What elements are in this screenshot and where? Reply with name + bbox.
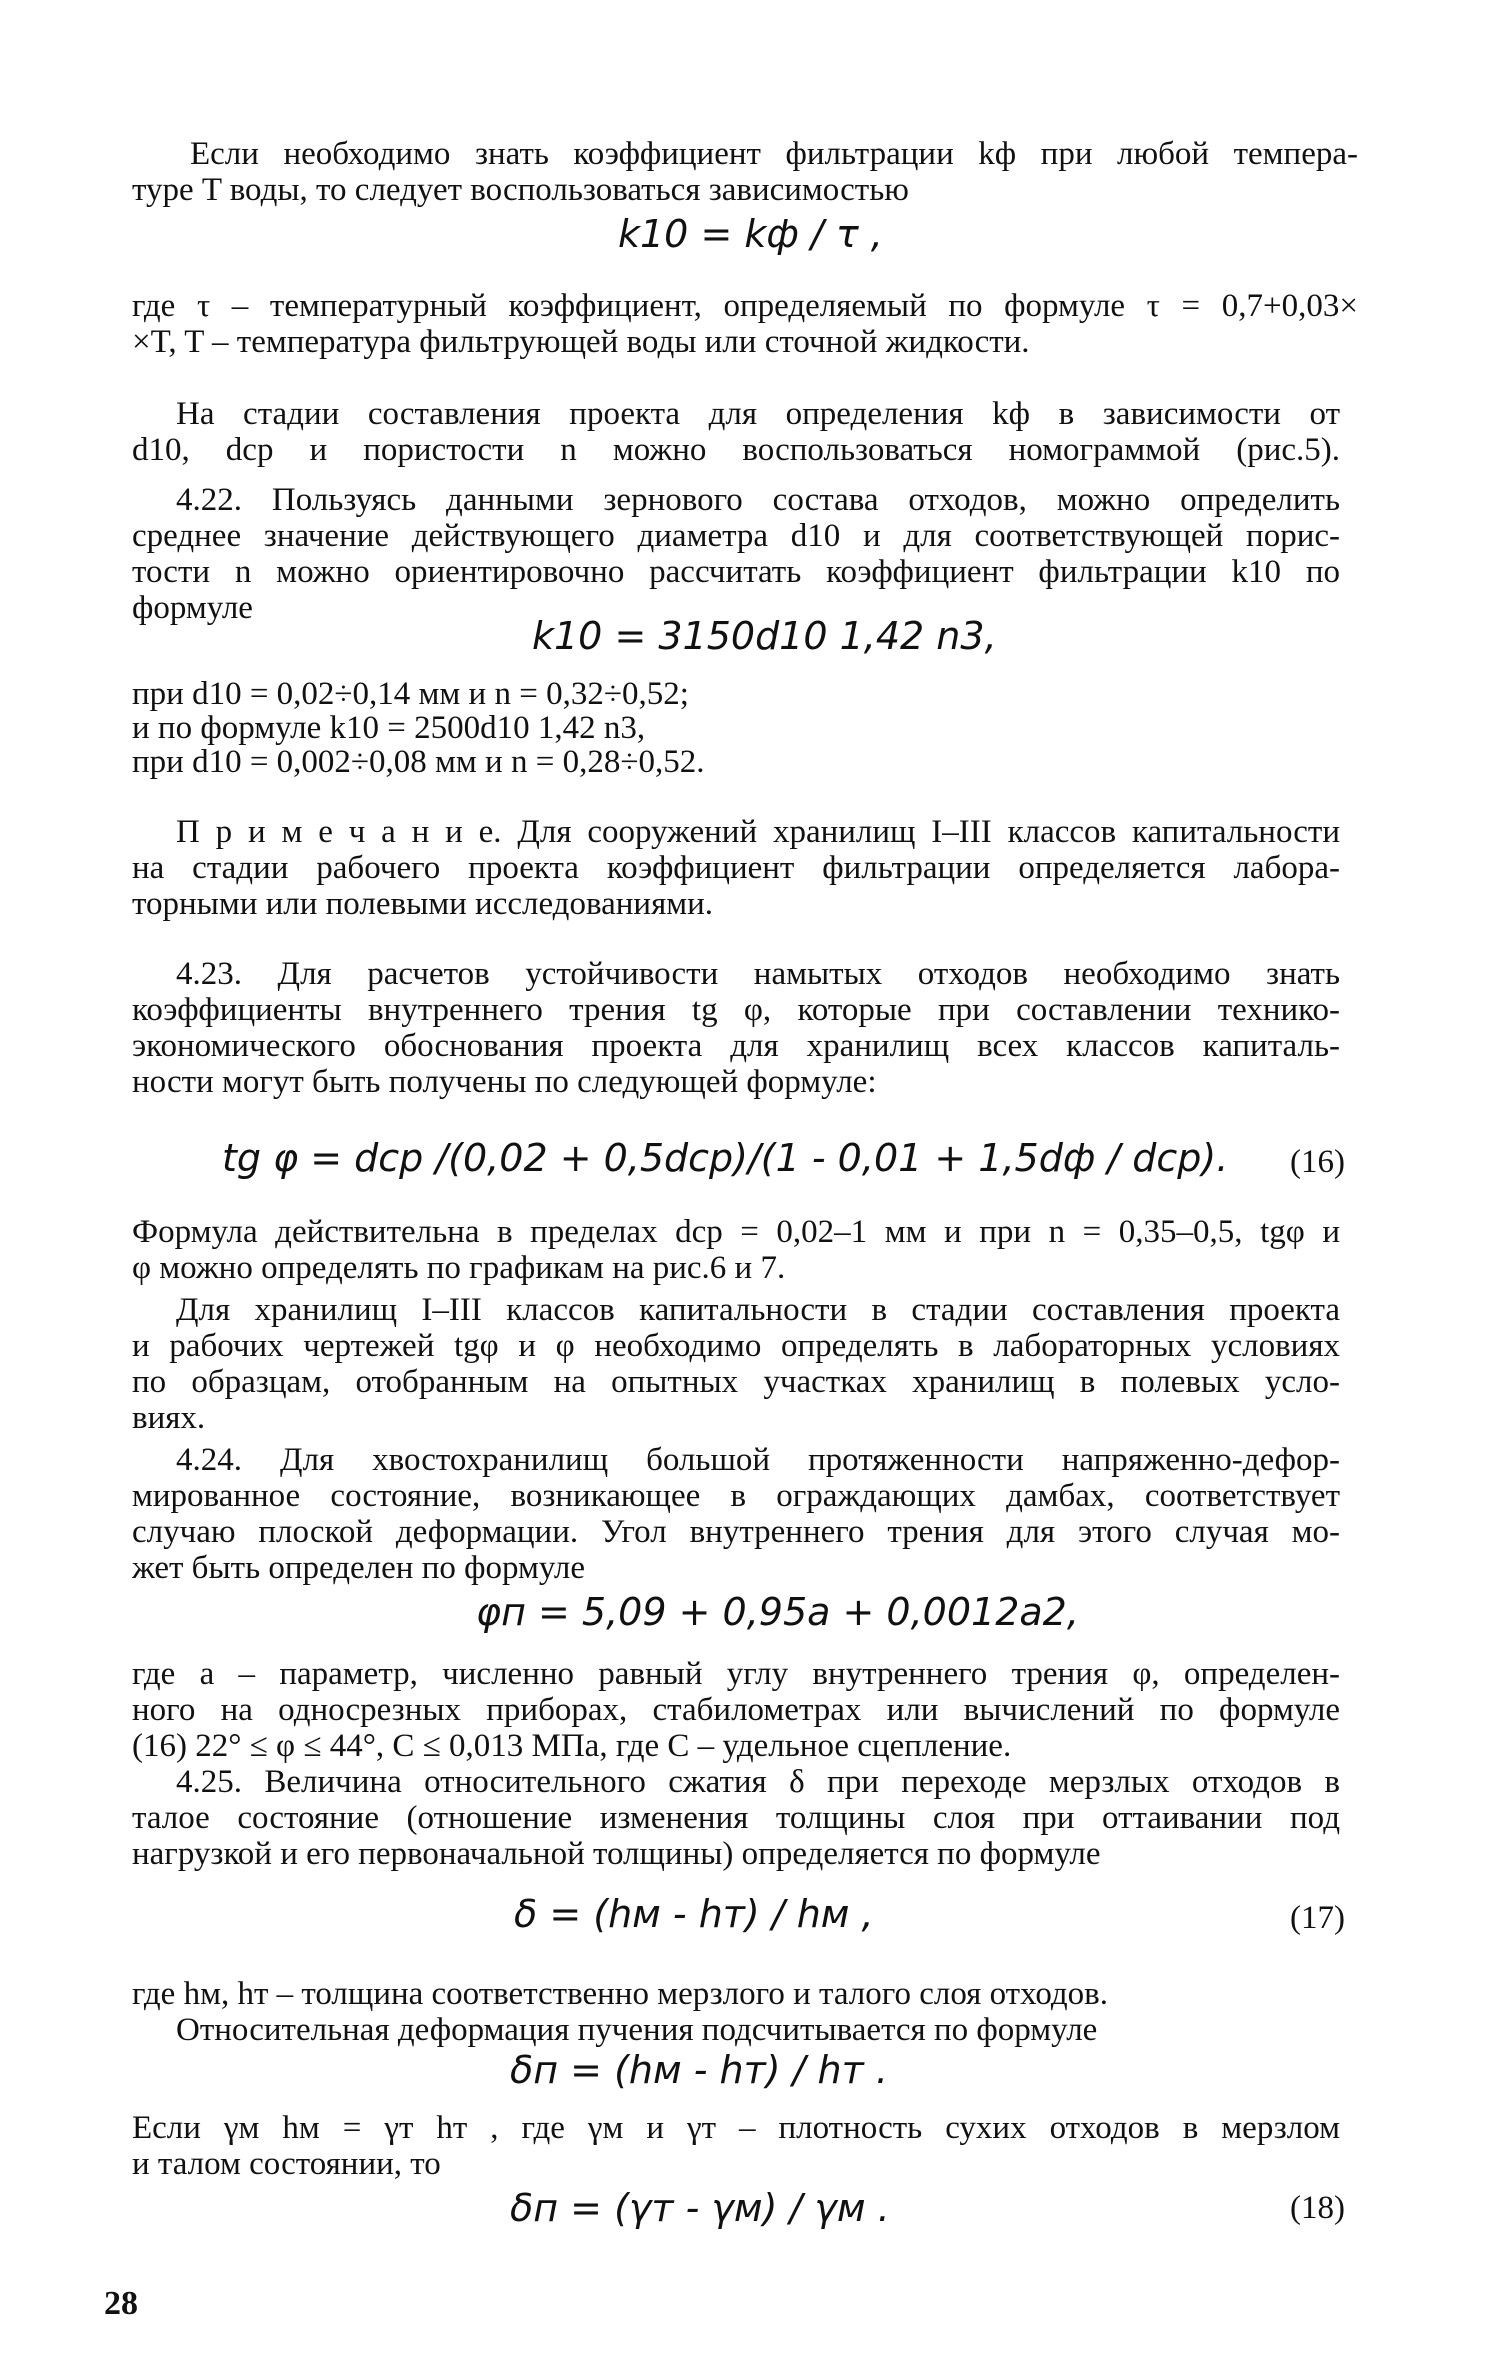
- text-line: На стадии составления проекта для определения kф в зависимости от: [176, 396, 1340, 432]
- text-line: при d10 = 0,02÷0,14 мм и n = 0,32÷0,52;: [132, 676, 689, 712]
- text-line: где hм, hт – толщина соответственно мерзлого и талого слоя отходов.: [132, 1976, 1109, 2012]
- text-line: Если необходимо знать коэффициент фильтрации kф при любой темпера-: [190, 136, 1358, 172]
- text-line: Формула действительна в пределах dср = 0,02–1 мм и при n = 0,35–0,5, tgφ и: [132, 1214, 1340, 1250]
- text-line: среднее значение действующего диаметра d10 и для соответствующей порис-: [132, 518, 1340, 554]
- text-line: где τ – температурный коэффициент, определяемый по формуле τ = 0,7+0,03×: [132, 288, 1358, 324]
- formula-delta-n-pucheniya: δп = (hм - hт) / hт .: [510, 2048, 888, 2092]
- text-line: 4.23. Для расчетов устойчивости намытых отходов необходимо знать: [176, 956, 1340, 992]
- text-line: коэффициенты внутреннего трения tg φ, которые при составлении технико-: [132, 992, 1340, 1028]
- formula-k10-3150: k10 = 3150d10 1,42 n3,: [532, 614, 997, 658]
- page-number: 28: [104, 2285, 138, 2322]
- equation-number: (16): [1290, 1144, 1345, 1180]
- equation-number: (18): [1290, 2190, 1345, 2226]
- text-line: и по формуле k10 = 2500d10 1,42 n3,: [132, 710, 646, 746]
- formula-17: δ = (hм - hт) / hм ,: [514, 1892, 874, 1936]
- text-line: ности могут быть получены по следующей формуле:: [132, 1064, 877, 1100]
- text-line: Относительная деформация пучения подсчитывается по формуле: [176, 2012, 1098, 2048]
- text-line: случаю плоской деформации. Угол внутреннего трения для этого случая мо-: [132, 1514, 1340, 1550]
- text-line: ного на односрезных приборах, стабилометрах или вычислений по формуле: [132, 1692, 1340, 1728]
- text-line: по образцам, отобранным на опытных участках хранилищ в полевых усло-: [132, 1364, 1340, 1400]
- formula-phi-n: φп = 5,09 + 0,95a + 0,0012a2,: [476, 1590, 1079, 1634]
- text-line: (16) 22° ≤ φ ≤ 44°, C ≤ 0,013 МПа, где C – удельное сцепление.: [132, 1728, 1012, 1764]
- text-line: на стадии рабочего проекта коэффициент фильтрации определяется лабора-: [132, 850, 1340, 886]
- text-line: П р и м е ч а н и е. Для сооружений хранилищ I–III классов капитальности: [176, 814, 1340, 850]
- text-line: талое состояние (отношение изменения толщины слоя при оттаивании под: [132, 1800, 1340, 1836]
- text-line: и рабочих чертежей tgφ и φ необходимо определять в лабораторных условиях: [132, 1328, 1340, 1364]
- equation-number: (17): [1290, 1900, 1345, 1936]
- text-line: ×T, T – температура фильтрующей воды или сточной жидкости.: [132, 324, 1030, 360]
- text-line: 4.24. Для хвостохранилищ большой протяженности напряженно-дефор-: [176, 1442, 1340, 1478]
- text-line: Для хранилищ I–III классов капитальности в стадии составления проекта: [176, 1292, 1340, 1328]
- text-line: туре T воды, то следует воспользоваться зависимостью: [132, 172, 909, 208]
- text-line: формуле: [132, 590, 253, 626]
- text-line: 4.25. Величина относительного сжатия δ при переходе мерзлых отходов в: [176, 1764, 1340, 1800]
- text-line: экономического обоснования проекта для хранилищ всех классов капиталь-: [132, 1028, 1340, 1064]
- formula-16: tg φ = dср /(0,02 + 0,5dср)/(1 - 0,01 + 1,5dф / dср).: [222, 1136, 1229, 1180]
- text-line: φ можно определять по графикам на рис.6 и 7.: [132, 1250, 786, 1286]
- text-line: тости n можно ориентировочно рассчитать коэффициент фильтрации k10 по: [132, 554, 1340, 590]
- text-line: где a – параметр, численно равный углу внутреннего трения φ, определен-: [132, 1656, 1340, 1692]
- formula-18: δп = (γт - γм) / γм .: [510, 2186, 890, 2230]
- text-line: Если γм hм = γт hт , где γм и γт – плотность сухих отходов в мерзлом: [132, 2110, 1340, 2146]
- text-line: торными или полевыми исследованиями.: [132, 886, 714, 922]
- text-line: виях.: [132, 1400, 206, 1436]
- text-line: и талом состоянии, то: [132, 2146, 441, 2182]
- text-line: нагрузкой и его первоначальной толщины) определяется по формуле: [132, 1836, 1101, 1872]
- formula-k10-kf: k10 = kф / τ ,: [618, 212, 883, 256]
- text-line: при d10 = 0,002÷0,08 мм и n = 0,28÷0,52.: [132, 744, 705, 780]
- text-line: d10, dср и пористости n можно воспользоваться номограммой (рис.5).: [132, 432, 1340, 468]
- text-line: мированное состояние, возникающее в ограждающих дамбах, соответствует: [132, 1478, 1340, 1514]
- text-line: 4.22. Пользуясь данными зернового состава отходов, можно определить: [176, 482, 1340, 518]
- text-line: жет быть определен по формуле: [132, 1550, 586, 1586]
